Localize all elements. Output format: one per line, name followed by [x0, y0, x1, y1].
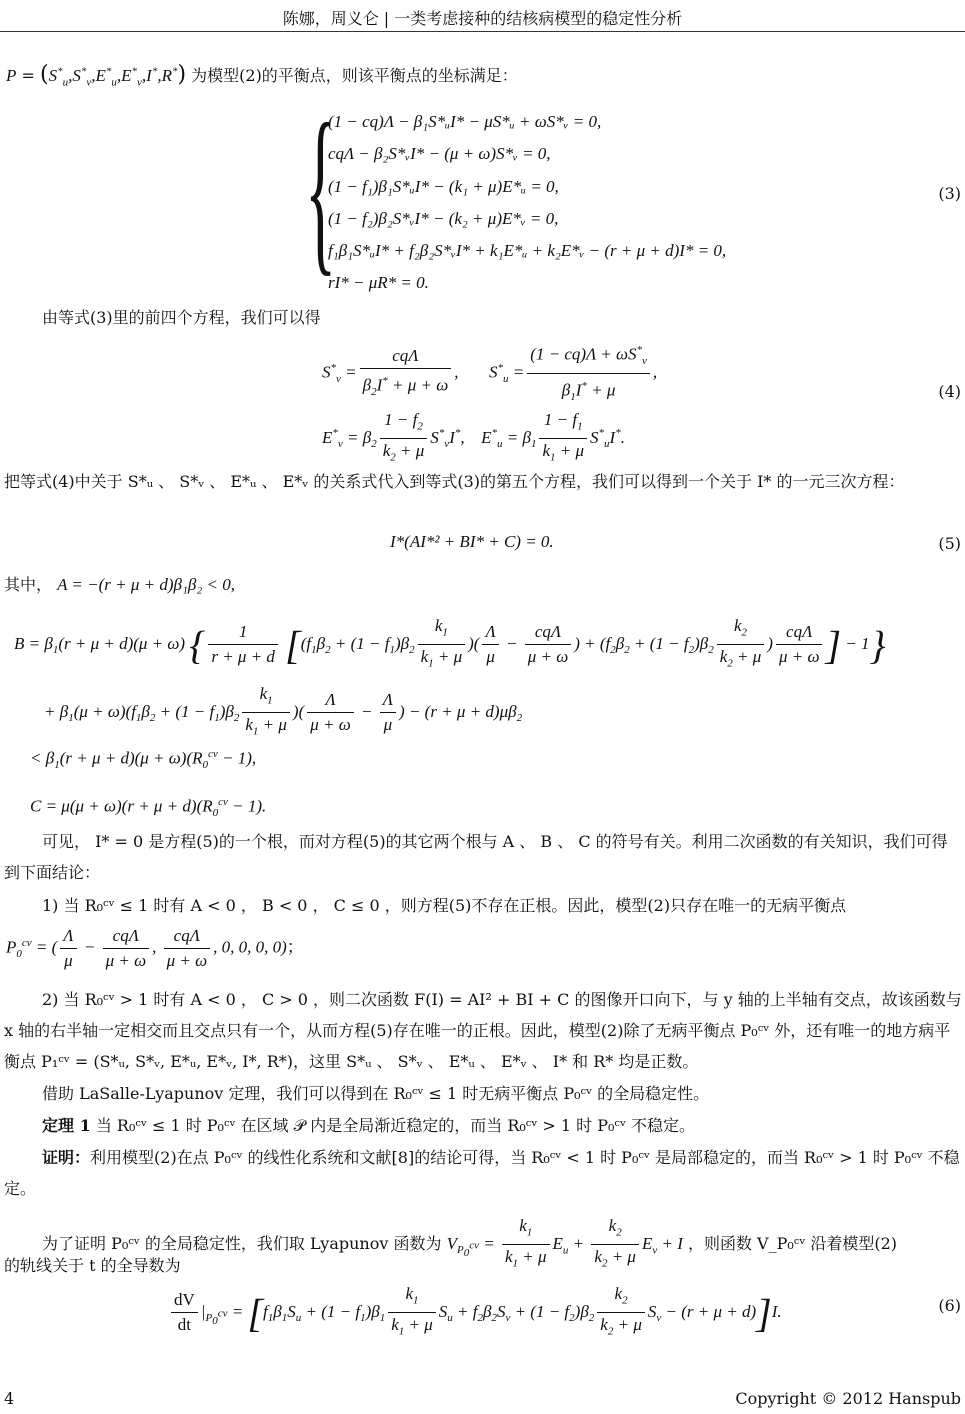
theorem-label: 定理 1	[42, 1116, 91, 1135]
system-brace: {	[305, 86, 337, 292]
equation-A: A = −(r + μ + d)β₁β₂ < 0,	[57, 575, 236, 594]
eq3-line: cqΛ − β₂S*ᵥI* − (μ + ω)S*ᵥ = 0,	[328, 144, 551, 164]
theorem-text: 当 R₀ᶜᵛ ≤ 1 时 P₀ᶜᵛ 在区域 𝒫 内是全局渐近稳定的，而当 R₀ᶜᵛ > 1 时 P₀ᶜᵛ 不稳定。	[95, 1116, 696, 1135]
lyapunov-intro-text: 为了证明 P₀ᶜᵛ 的全局稳定性，我们取 Lyapunov 函数为	[42, 1233, 442, 1253]
equilibrium-intro: $P = (S^*_u,S^*_v,E^*_u,E^*_v,I^*,R^*)$ 为模型(2)的平衡点，则该平衡点的坐标满足：	[6, 62, 518, 89]
paragraph: 借助 LaSalle-Lyapunov 定理，我们可以得到在 R₀ᶜᵛ ≤ 1 时无病平衡点 P₀ᶜᵛ 的全局稳定性。	[42, 1084, 710, 1103]
paragraph: 把等式(4)中关于 S*ᵤ 、 S*ᵥ 、 E*ᵤ 、 E*ᵥ 的关系式代入到等式(3)的第五个方程，我们可以得到一个关于 I* 的一元三次方程：	[4, 472, 905, 491]
copyright: Copyright © 2012 Hanspub	[735, 1389, 961, 1408]
proof-label: 证明：	[42, 1148, 91, 1167]
equation-system-3	[328, 106, 726, 300]
eq3-line: (1 − cq)Λ − β₁S*ᵤI* − μS*ᵤ + ωS*ᵥ = 0,	[328, 112, 602, 131]
proof-text: 利用模型(2)在点 P₀ᶜᵛ 的线性化系统和文献[8]的结论可得，当 R₀ᶜᵛ < 1 时 P₀ᶜᵛ 是局部稳定的，而当 R₀ᶜᵛ > 1 时 P₀ᶜᵛ 不稳定。	[4, 1148, 960, 1198]
eq3-line: f₁β₁S*ᵤI* + f₂β₂S*ᵥI* + k₁E*ᵤ + k₂E*ᵥ − (r + μ + d)I* = 0,	[328, 241, 727, 261]
paragraph: 由等式(3)里的前四个方程，我们可以得	[42, 308, 321, 327]
page-number: 4	[4, 1389, 15, 1408]
equation-5: I*(AI*² + BI* + C) = 0.	[390, 532, 554, 551]
equilibrium-intro-text: 为模型(2)的平衡点，则该平衡点的坐标满足：	[191, 66, 518, 85]
where-label: 其中，	[4, 575, 53, 594]
case-2: 2) 当 R₀ᶜᵛ > 1 时有 A < 0 ， C > 0 ，则二次函数 F(I) = AI² + BI + C 的图像开口向下，与 y 轴的上半轴有交点，故该函数与 x 轴的右半轴一定相交而且交点只有一个，从而方程(5)存在唯一的正根。因此，模型(2)除了无病平衡点 P₀ᶜᵛ 外，还有唯一的地方病平衡点 P₁ᶜᵛ = (S*ᵤ, S*ᵥ, E*ᵤ, E*ᵥ, I*, R*)，这里 S*ᵤ 、 S*ᵥ 、 E*ᵤ 、 E*ᵥ 、 I* 和 R* 均是正数。	[4, 990, 962, 1071]
running-header: 陈娜，周义仑 | 一类考虑接种的结核病模型的稳定性分析	[282, 9, 683, 28]
lyapunov-intro: 为了证明 P₀ᶜᵛ 的全局稳定性，我们取 Lyapunov 函数为 $V_{P_0^{cv}}$ = $\frac{k_1}{k_1 + \mu}$ $E_u$ + $\frac{k_2}{k_2 + \mu}$ $E_v + I$ ，则函数 V_P₀ᶜᵛ 沿着模型(2)	[42, 1216, 898, 1270]
equation-number-3: (3)	[938, 184, 961, 203]
eq3-line: rI* − μR* = 0.	[328, 273, 429, 293]
paragraph: 可见， I* = 0 是方程(5)的一个根，而对方程(5)的其它两个根与 A 、 B 、 C 的符号有关。利用二次函数的有关知识，我们可得到下面结论：	[4, 832, 948, 882]
equation-number-4: (4)	[938, 382, 961, 401]
eq3-line: (1 − f₂)β₂S*ᵥI* − (k₂ + μ)E*ᵥ = 0,	[328, 208, 559, 228]
where-line	[4, 572, 235, 595]
equation-B-bound: < $\beta_1(r + \mu + d)(\mu + \omega)(R_0^{cv} - 1)$,	[30, 748, 257, 772]
eq3-line: (1 − f₁)β₁S*ᵤI* − (k₁ + μ)E*ᵤ = 0,	[328, 176, 559, 196]
paragraph: 的轨线关于 t 的全导数为	[4, 1256, 181, 1275]
case-1: 1) 当 R₀ᶜᵛ ≤ 1 时有 A < 0 ， B < 0 ， C ≤ 0 ，则方程(5)不存在正根。因此，模型(2)只存在唯一的无病平衡点	[42, 896, 847, 915]
equation-B: $B = \beta_1(r + \mu + d)(\mu + \omega)$ { $\frac{1}{r + \mu + d}$ [($f_1\beta_2 + (1 - f_1)\beta_2$ $\frac{k_1}{k_1 + \mu}$ )( $\frac{\Lambda}{\mu}$ − $\frac{\text{cqΛ}}{\mu + \omega}$ ) + ($f_2\beta_2 + (1 - f_2)\beta_2$ $\frac{k_2}{k_2 + \mu}$ ) $\frac{\text{cqΛ}}{\mu + \omega}$ ] − 1}	[14, 616, 886, 670]
lyapunov-intro-text-2: ，则函数 V_P₀ᶜᵛ 沿着模型(2)	[687, 1233, 898, 1253]
disease-free-equilibrium: $P_0^{cv}$ = ( $\frac{\Lambda}{\mu}$ − $\frac{\text{cqΛ}}{\mu + \omega}$ , $\frac{\text{cqΛ}}{\mu + \omega}$ , 0, 0, 0, 0)；	[6, 926, 304, 970]
equation-6: $\frac{dV}{dt}$ $|_{P_0^{cv}} = [f_1\beta_1S_u + (1 - f_1)\beta_1$ $\frac{k_1}{k_1 + \mu}$ $S_u + f_2\beta_2S_v + (1 - f_2)\beta_2$ $\frac{k_2}{k_2 + \mu}$ $S_v - (r + \mu + d)]I$.	[168, 1282, 782, 1344]
equation-number-6: (6)	[938, 1296, 961, 1315]
header-divider	[0, 31, 965, 32]
equation-number-5: (5)	[938, 534, 961, 553]
theorem-1	[4, 1110, 962, 1141]
equation-4: $S^*_v$ = $\frac{\text{cqΛ}}{\beta_2I^* + \mu + \omega}$ , $S^*_u$ = $\frac{(1 - cq)\Lambda + \omega S^*_v}{\beta_1I^* + \mu}$ , $E^*_v = \beta_2$ $\frac{1 - f_2}{k_2 + \mu}$ $S^*_vI^*$, $E^*_u = \beta_1$ $\frac{1 - f_1}{k_1 + \mu}$ $S^*_uI^*$.	[322, 338, 657, 470]
equation-C: $C = \mu(\mu + \omega)(r + \mu + d)(R_0^{cv} - 1)$.	[30, 796, 267, 820]
proof	[4, 1142, 962, 1204]
equation-B-continued: + $\beta_1(\mu + \omega)(f_1\beta_2 + (1 - f_1)\beta_2$ $\frac{k_1}{k_1 + \mu}$ )( $\frac{\Lambda}{\mu + \omega}$ − $\frac{\Lambda}{\mu}$ ) − $(r + \mu + d)\mu\beta_2$	[44, 684, 523, 738]
